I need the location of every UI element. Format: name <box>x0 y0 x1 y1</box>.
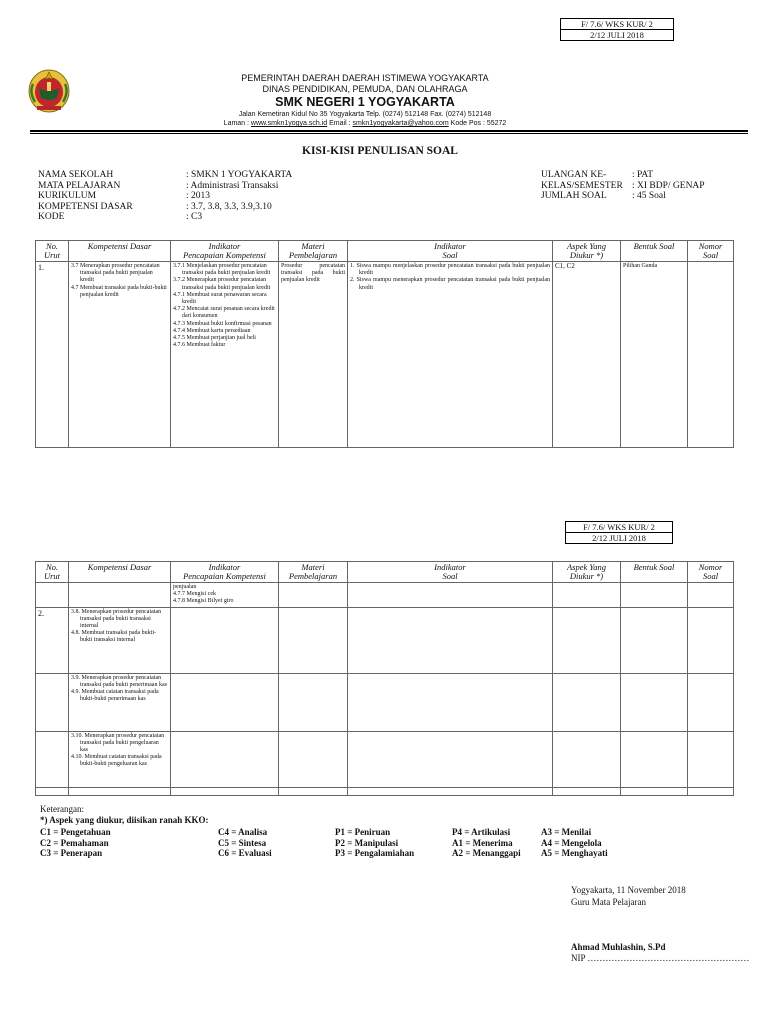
kisi-kisi-table-2 <box>35 561 734 796</box>
info-value: : 3.7, 3.8, 3.3, 3.9,3.10 <box>186 201 272 212</box>
table-header-row <box>36 241 734 262</box>
legend-column: P4 = Artikulasi A1 = Menerima A2 = Menanggapi <box>452 827 521 858</box>
header-no: No. Urut <box>36 562 69 583</box>
info-value: : 45 Soal <box>632 191 666 201</box>
school-contact <box>180 120 550 128</box>
info-label: JUMLAH SOAL <box>541 191 607 201</box>
legend-column: C1 = Pengetahuan C2 = Pemahaman C3 = Penerapan <box>40 827 111 858</box>
doc-code-line2: 2/12 JULI 2018 <box>566 533 673 544</box>
document-title: KISI-KISI PENULISAN SOAL <box>302 145 458 157</box>
row-nomor <box>688 262 734 448</box>
info-label: KOMPETENSI DASAR <box>38 201 133 212</box>
doc-code-line2: 2/12 JULI 2018 <box>561 30 674 41</box>
info-label: KELAS/SEMESTER <box>541 180 623 191</box>
signature-place-date: Yogyakarta, 11 November 2018 <box>571 885 686 895</box>
info-left <box>38 170 292 223</box>
letterhead-line2: DINAS PENDIDIKAN, PEMUDA, DAN OLAHRAGA <box>262 84 468 94</box>
row-no <box>36 673 69 731</box>
postal-code: Kode Pos : 55272 <box>448 120 507 127</box>
info-value: : C3 <box>186 212 203 222</box>
doc-code-line1: F/ 7.6/ WKS KUR/ 2 <box>566 522 673 533</box>
email-link[interactable]: smkn1yogyakarta@yahoo.com <box>352 120 449 127</box>
header-materi: Materi Pembelajaran <box>279 241 348 262</box>
row-no: 2. <box>36 607 69 673</box>
info-right <box>541 170 705 202</box>
header-ipk: Indikator Pencapaian Kompetensi <box>171 562 279 583</box>
header-nomor: Nomor Soal <box>688 241 734 262</box>
info-label: MATA PELAJARAN <box>38 180 121 191</box>
header-bentuk: Bentuk Soal <box>621 562 688 583</box>
header-ipk: Indikator Pencapaian Kompetensi <box>171 241 279 262</box>
info-label: KURIKULUM <box>38 191 97 201</box>
legend-column: P1 = Peniruan P2 = Manipulasi P3 = Pengalamiahan <box>335 827 415 858</box>
info-value: : SMKN 1 YOGYAKARTA <box>186 170 293 180</box>
header-aspek: Aspek Yang Diukur *) <box>553 241 621 262</box>
kisi-kisi-table-1 <box>35 240 734 448</box>
row-kd: 3.9. Menerapkan prosedur pencatatan transaksi pada bukti penerimaan kas 4.9. Membuat catatan transaksi pada bukti-bukti penerimaan kas <box>69 673 171 731</box>
yogyakarta-emblem-logo <box>27 64 71 114</box>
header-bentuk: Bentuk Soal <box>621 241 688 262</box>
row-ipk: 3.7.1 Menjelaskan prosedur pencatatan transaksi pada bukti penjualan kredit 3.7.2 Menerapkan prosedur pencatatan transaksi pada bukti penjualan kredit 4.7.1 Membuat surat penawaran secara kredit 4.7.2 Mencatat surat pesanan secara kredit dari konsumen 4.7.3 Membuat bukti konfirmasi pesanan 4.7.4 Membuat kartu persediaan 4.7.5 Membuat perjanjian jual beli 4.7.6 Membuat faktur <box>171 262 279 448</box>
info-label: ULANGAN KE- <box>541 170 607 180</box>
table-row <box>36 583 734 608</box>
header-aspek: Aspek Yang Diukur *) <box>553 562 621 583</box>
letterhead-divider-thin <box>30 133 748 134</box>
row-kd: 3.10. Menerapkan prosedur pencatatan transaksi pada bukti pengeluaran kas 4.10. Membuat catatan transaksi pada bukti-bukti pengeluaran kas <box>69 731 171 787</box>
doc-code-line1: F/ 7.6/ WKS KUR/ 2 <box>561 19 674 30</box>
table-row <box>36 607 734 673</box>
legend <box>40 804 740 864</box>
legend-column: C4 = Analisa C5 = Sintesa C6 = Evaluasi <box>218 827 272 858</box>
letterhead-divider <box>30 130 748 132</box>
doc-code-box-2 <box>565 521 673 544</box>
school-address: Jalan Kemetiran Kidul No 35 Yogyakarta Telp. (0274) 512148 Fax. (0274) 512148 <box>238 111 492 118</box>
website-link[interactable]: www.smkn1yogya.sch.id <box>250 120 328 127</box>
info-value: : 2013 <box>186 191 211 201</box>
school-name: SMK NEGERI 1 YOGYAKARTA <box>275 95 455 109</box>
header-indikator-soal: Indikator Soal <box>348 562 553 583</box>
legend-subtitle: *) Aspek yang diukur, diisikan ranah KKO: <box>40 815 209 825</box>
header-no: No. Urut <box>36 241 69 262</box>
info-label: NAMA SEKOLAH <box>38 170 114 180</box>
row-bentuk: Pilihan Ganda <box>621 262 688 448</box>
row-indikator-soal: 1. Siswa mampu menjelaskan prosedur pencatatan transaksi pada bukti penjualan kredit 2. Siswa mampu menerapkan prosedur pencatatan transaksi pada bukti penjualan kredit <box>348 262 553 448</box>
info-value: : XI BDP/ GENAP <box>632 180 705 191</box>
table-header-row <box>36 562 734 583</box>
table-row <box>36 731 734 787</box>
row-ipk: penjualan 4.7.7 Mengisi cek 4.7.8 Mengisi Bilyet giro <box>171 583 279 608</box>
legend-title: Keterangan: <box>40 804 84 814</box>
header-nomor: Nomor Soal <box>688 562 734 583</box>
email-prefix: Email : <box>327 120 353 127</box>
header-kd: Kompetensi Dasar <box>69 562 171 583</box>
header-kd: Kompetensi Dasar <box>69 241 171 262</box>
info-value: : Administrasi Transaksi <box>186 180 279 191</box>
header-materi: Materi Pembelajaran <box>279 562 348 583</box>
table-row <box>36 787 734 795</box>
row-aspek: C1, C2 <box>553 262 621 448</box>
letterhead-line1: PEMERINTAH DAERAH DAERAH ISTIMEWA YOGYAKARTA <box>241 73 489 83</box>
info-label: KODE <box>38 212 65 222</box>
row-no <box>36 731 69 787</box>
legend-column: A3 = Menilai A4 = Mengelola A5 = Menghayati <box>541 827 608 858</box>
signature-nip: NIP ……………………………………………… <box>571 953 750 963</box>
row-materi: Prosedur pencatatan transaksi pada bukti penjualan kredit <box>279 262 348 448</box>
signature-role: Guru Mata Pelajaran <box>571 897 646 907</box>
contact-prefix: Laman : <box>223 120 251 127</box>
info-value: : PAT <box>632 170 654 180</box>
row-kd: 3.8. Menerapkan prosedur pencatatan transaksi pada bukti transaksi internal 4.8. Membuat transaksi pada bukti-bukti transaksi internal <box>69 607 171 673</box>
table-row <box>36 673 734 731</box>
header-indikator-soal: Indikator Soal <box>348 241 553 262</box>
doc-code-box <box>560 18 674 41</box>
signature-name: Ahmad Muhlashin, S.Pd <box>571 942 666 952</box>
row-no: 1. <box>36 262 69 448</box>
row-kd: 3.7 Menerapkan prosedur pencatatan transaksi pada bukti penjualan kredit 4.7 Membuat transaksi pada bukti-bukti penjualan kredit <box>69 262 171 448</box>
table-row <box>36 262 734 448</box>
